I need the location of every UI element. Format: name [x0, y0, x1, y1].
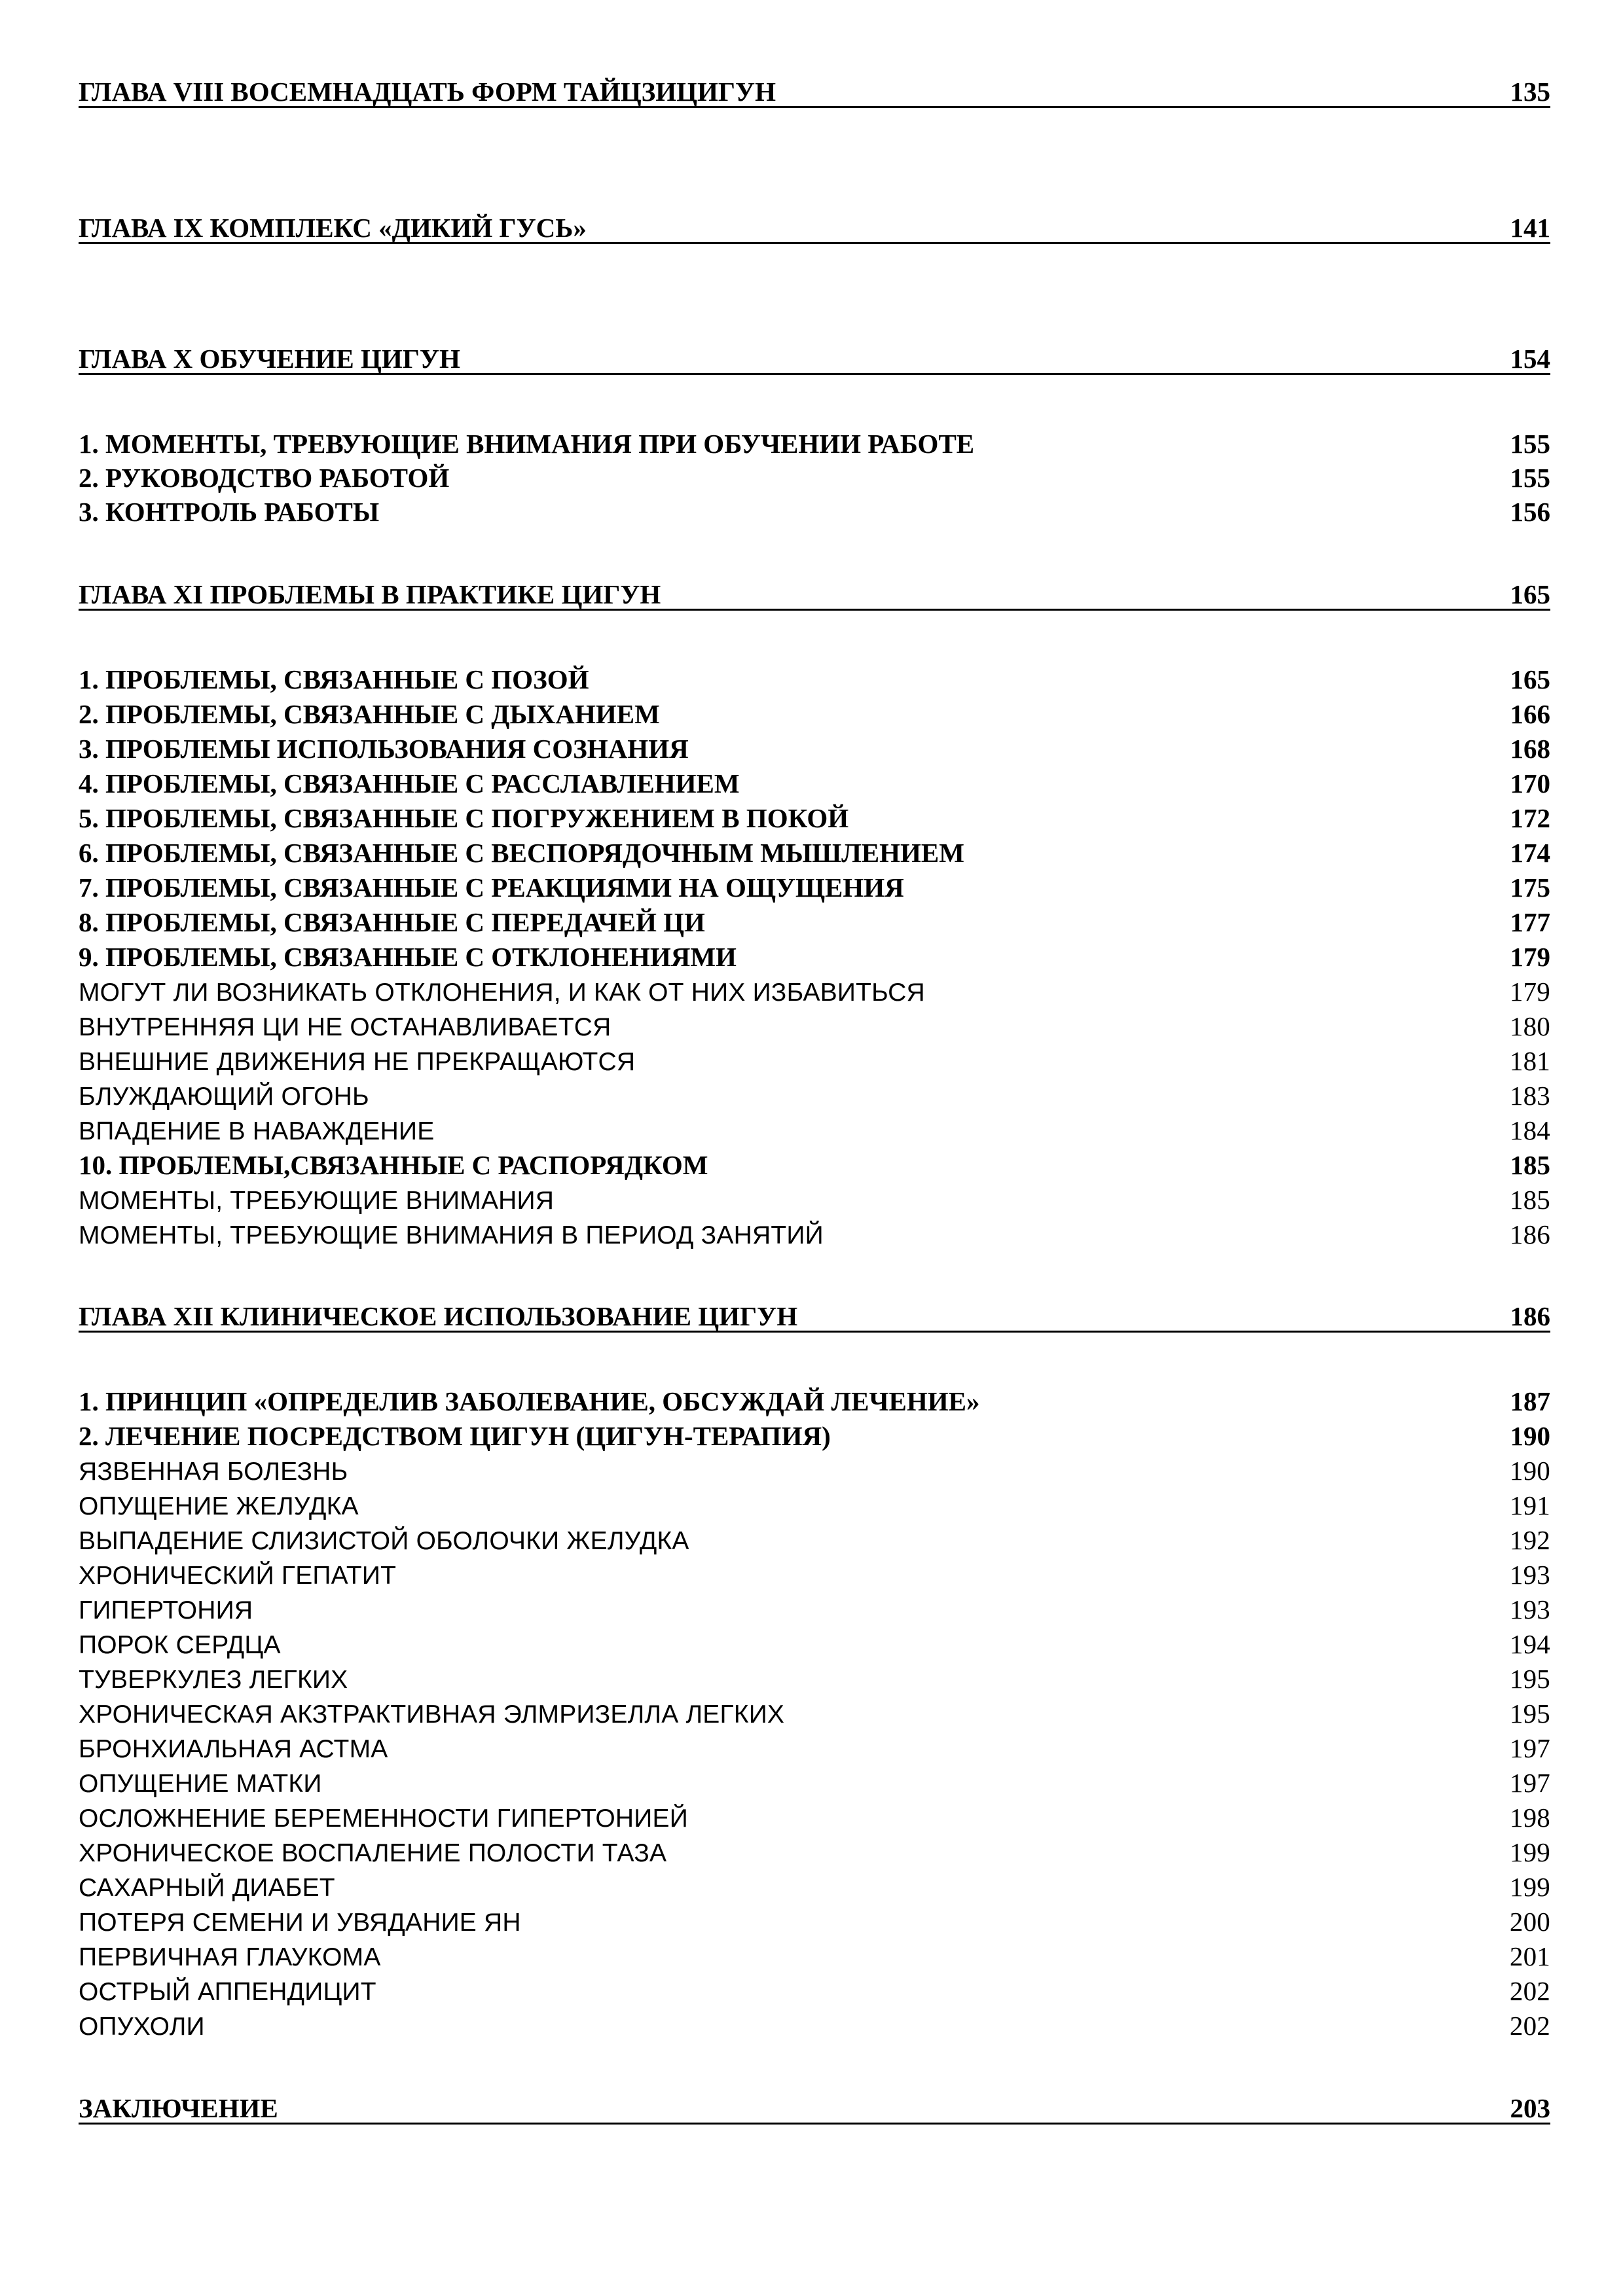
subsection-title: ОСТРЫЙ АППЕНДИЦИТ [79, 1978, 376, 2006]
section-title: 9. ПРОБЛЕМЫ, СВЯЗАННЫЕ С ОТКЛОНЕНИЯМИ [79, 942, 737, 972]
toc-section[interactable] [79, 1384, 1550, 1418]
toc-section[interactable] [79, 461, 1550, 495]
toc-subsection[interactable] [79, 1044, 1550, 1078]
chapter-page: 165 [1510, 579, 1550, 609]
section-page: 168 [1510, 734, 1550, 764]
toc-subsection[interactable] [79, 2009, 1550, 2043]
section-page: 187 [1510, 1386, 1550, 1416]
chapter-title: ГЛАВА X ОБУЧЕНИЕ ЦИГУН [79, 344, 460, 374]
subsection-page: 194 [1509, 1629, 1550, 1659]
section-title: 2. ПРОБЛЕМЫ, СВЯЗАННЫЕ С ДЫХАНИЕМ [79, 699, 660, 729]
subsection-page: 199 [1509, 1872, 1550, 1902]
subsection-title: ТУВЕРКУЛЕЗ ЛЕГКИХ [79, 1666, 348, 1694]
subsection-title: МОМЕНТЫ, ТРЕБУЮЩИЕ ВНИМАНИЯ В ПЕРИОД ЗАНЯТИЙ [79, 1221, 824, 1249]
subsection-title: ХРОНИЧЕСКИЙ ГЕПАТИТ [79, 1562, 397, 1590]
chapter-title: ГЛАВА XII КЛИНИЧЕСКОЕ ИСПОЛЬЗОВАНИЕ ЦИГУН [79, 1301, 798, 1331]
section-page: 172 [1510, 803, 1550, 833]
toc-subsection[interactable] [79, 1662, 1550, 1696]
section-title: 8. ПРОБЛЕМЫ, СВЯЗАННЫЕ С ПЕРЕДАЧЕЙ ЦИ [79, 907, 705, 937]
section-page: 170 [1510, 768, 1550, 798]
toc-subsection[interactable] [79, 1454, 1550, 1488]
section-title: 1. ПРИНЦИП «ОПРЕДЕЛИВ ЗАБОЛЕВАНИЕ, ОБСУЖДАЙ ЛЕЧЕНИЕ» [79, 1386, 980, 1416]
subsection-page: 191 [1509, 1490, 1550, 1520]
subsection-title: ХРОНИЧЕСКОЕ ВОСПАЛЕНИЕ ПОЛОСТИ ТАЗА [79, 1839, 667, 1867]
toc-subsection[interactable] [79, 1592, 1550, 1626]
section-page: 190 [1510, 1421, 1550, 1451]
subsection-page: 197 [1509, 1768, 1550, 1798]
toc-subsection[interactable] [79, 1766, 1550, 1800]
toc-subsection[interactable] [79, 1217, 1550, 1251]
subsection-page: 183 [1509, 1081, 1550, 1111]
subsection-title: ГИПЕРТОНИЯ [79, 1596, 253, 1624]
toc-section[interactable] [79, 766, 1550, 800]
subsection-title: ОПУХОЛИ [79, 2013, 205, 2041]
subsection-page: 202 [1509, 2011, 1550, 2041]
subsection-page: 179 [1509, 977, 1550, 1007]
subsection-page: 185 [1509, 1185, 1550, 1215]
toc-section[interactable] [79, 940, 1550, 974]
subsection-page: 192 [1509, 1525, 1550, 1555]
toc-subsection[interactable] [79, 1488, 1550, 1522]
chapter-title: ГЛАВА XI ПРОБЛЕМЫ В ПРАКТИКЕ ЦИГУН [79, 579, 661, 609]
subsection-page: 184 [1509, 1115, 1550, 1145]
toc-conclusion[interactable] [79, 2092, 1550, 2125]
section-page: 155 [1510, 429, 1550, 459]
toc-subsection[interactable] [79, 1696, 1550, 1731]
toc-section[interactable] [79, 1148, 1550, 1182]
subsection-page: 190 [1509, 1456, 1550, 1486]
subsection-page: 197 [1509, 1733, 1550, 1763]
subsection-title: БРОНХИАЛЬНАЯ АСТМА [79, 1735, 388, 1763]
subsection-title: ХРОНИЧЕСКАЯ АКЗТРАКТИВНАЯ ЭЛМРИЗЕЛЛА ЛЕГКИХ [79, 1700, 785, 1729]
subsection-page: 200 [1509, 1907, 1550, 1937]
section-title: 10. ПРОБЛЕМЫ,СВЯЗАННЫЕ С РАСПОРЯДКОМ [79, 1150, 708, 1180]
toc-section[interactable] [79, 905, 1550, 939]
toc-subsection[interactable] [79, 1974, 1550, 2008]
subsection-title: ОПУЩЕНИЕ МАТКИ [79, 1770, 322, 1798]
toc-section[interactable] [79, 427, 1550, 461]
subsection-page: 193 [1509, 1560, 1550, 1590]
subsection-title: ОСЛОЖНЕНИЕ БЕРЕМЕННОСТИ ГИПЕРТОНИЕЙ [79, 1804, 688, 1833]
subsection-page: 186 [1509, 1219, 1550, 1249]
toc-chapter-12[interactable] [79, 1300, 1550, 1333]
toc-subsection[interactable] [79, 1835, 1550, 1869]
toc-section[interactable] [79, 1419, 1550, 1453]
toc-subsection[interactable] [79, 1079, 1550, 1113]
chapter-title: ГЛАВА IX КОМПЛЕКС «ДИКИЙ ГУСЬ» [79, 213, 587, 243]
subsection-page: 193 [1509, 1594, 1550, 1624]
toc-section[interactable] [79, 801, 1550, 835]
toc-subsection[interactable] [79, 1627, 1550, 1661]
section-title: 1. ПРОБЛЕМЫ, СВЯЗАННЫЕ С ПОЗОЙ [79, 664, 589, 694]
toc-chapter-10[interactable] [79, 343, 1550, 375]
section-title: 5. ПРОБЛЕМЫ, СВЯЗАННЫЕ С ПОГРУЖЕНИЕМ В ПОКОЙ [79, 803, 849, 833]
toc-subsection[interactable] [79, 975, 1550, 1009]
subsection-page: 198 [1509, 1803, 1550, 1833]
subsection-page: 181 [1509, 1046, 1550, 1076]
chapter-page: 141 [1510, 213, 1550, 243]
subsection-page: 195 [1509, 1698, 1550, 1729]
subsection-title: ПЕРВИЧНАЯ ГЛАУКОМА [79, 1943, 381, 1971]
section-title: 4. ПРОБЛЕМЫ, СВЯЗАННЫЕ С РАССЛАВЛЕНИЕМ [79, 768, 740, 798]
subsection-title: ПОТЕРЯ СЕМЕНИ И УВЯДАНИЕ ЯН [79, 1909, 521, 1937]
subsection-page: 195 [1509, 1664, 1550, 1694]
subsection-page: 202 [1509, 1976, 1550, 2006]
section-page: 166 [1510, 699, 1550, 729]
toc-subsection[interactable] [79, 1731, 1550, 1765]
section-title: 7. ПРОБЛЕМЫ, СВЯЗАННЫЕ С РЕАКЦИЯМИ НА ОЩУЩЕНИЯ [79, 872, 904, 903]
chapter-page: 186 [1510, 1301, 1550, 1331]
table-of-contents [79, 0, 1550, 2296]
section-title: 2. ЛЕЧЕНИЕ ПОСРЕДСТВОМ ЦИГУН (ЦИГУН-ТЕРАПИЯ) [79, 1421, 831, 1451]
subsection-title: ВПАДЕНИЕ В НАВАЖДЕНИЕ [79, 1117, 435, 1145]
toc-chapter-9[interactable] [79, 212, 1550, 244]
subsection-title: ВЫПАДЕНИЕ СЛИЗИСТОЙ ОБОЛОЧКИ ЖЕЛУДКА [79, 1527, 689, 1555]
section-page: 177 [1510, 907, 1550, 937]
toc-section[interactable] [79, 662, 1550, 696]
toc-subsection[interactable] [79, 1113, 1550, 1147]
toc-chapter-8[interactable] [79, 76, 1550, 108]
subsection-title: МОМЕНТЫ, ТРЕБУЮЩИЕ ВНИМАНИЯ [79, 1187, 555, 1215]
chapter-page: 135 [1510, 77, 1550, 107]
toc-section[interactable] [79, 836, 1550, 870]
chapter-title: ЗАКЛЮЧЕНИЕ [79, 2093, 278, 2123]
toc-subsection[interactable] [79, 1905, 1550, 1939]
subsection-title: ЯЗВЕННАЯ БОЛЕЗНЬ [79, 1458, 348, 1486]
section-title: 1. МОМЕНТЫ, ТРЕВУЮЩИЕ ВНИМАНИЯ ПРИ ОБУЧЕНИИ РАБОТЕ [79, 429, 975, 459]
toc-subsection[interactable] [79, 1939, 1550, 1973]
section-page: 185 [1510, 1150, 1550, 1180]
toc-section[interactable] [79, 732, 1550, 766]
subsection-page: 199 [1509, 1837, 1550, 1867]
section-page: 175 [1510, 872, 1550, 903]
chapter-page: 203 [1510, 2093, 1550, 2123]
subsection-title: САХАРНЫЙ ДИАБЕТ [79, 1874, 335, 1902]
toc-subsection[interactable] [79, 1558, 1550, 1592]
section-page: 156 [1510, 497, 1550, 527]
toc-section[interactable] [79, 697, 1550, 731]
toc-section[interactable] [79, 495, 1550, 529]
subsection-page: 180 [1509, 1011, 1550, 1041]
toc-section[interactable] [79, 870, 1550, 905]
section-title: 3. ПРОБЛЕМЫ ИСПОЛЬЗОВАНИЯ СОЗНАНИЯ [79, 734, 689, 764]
chapter-title: ГЛАВА VIII ВОСЕМНАДЦАТЬ ФОРМ ТАЙЦЗИЦИГУН [79, 77, 776, 107]
toc-chapter-11[interactable] [79, 579, 1550, 611]
toc-subsection[interactable] [79, 1870, 1550, 1904]
section-page: 165 [1510, 664, 1550, 694]
subsection-title: ПОРОК СЕРДЦА [79, 1631, 281, 1659]
subsection-title: МОГУТ ЛИ ВОЗНИКАТЬ ОТКЛОНЕНИЯ, И КАК ОТ НИХ ИЗБАВИТЬСЯ [79, 978, 925, 1007]
subsection-page: 201 [1509, 1941, 1550, 1971]
subsection-title: ВНУТРЕННЯЯ ЦИ НЕ ОСТАНАВЛИВАЕТСЯ [79, 1013, 611, 1041]
toc-subsection[interactable] [79, 1523, 1550, 1557]
toc-subsection[interactable] [79, 1009, 1550, 1043]
section-title: 3. КОНТРОЛЬ РАБОТЫ [79, 497, 380, 527]
subsection-title: БЛУЖДАЮЩИЙ ОГОНЬ [79, 1083, 369, 1111]
subsection-title: ВНЕШНИЕ ДВИЖЕНИЯ НЕ ПРЕКРАЩАЮТСЯ [79, 1048, 636, 1076]
section-title: 2. РУКОВОДСТВО РАБОТОЙ [79, 463, 450, 493]
toc-subsection[interactable] [79, 1183, 1550, 1217]
toc-subsection[interactable] [79, 1801, 1550, 1835]
chapter-page: 154 [1510, 344, 1550, 374]
subsection-title: ОПУЩЕНИЕ ЖЕЛУДКА [79, 1492, 359, 1520]
section-page: 174 [1510, 838, 1550, 868]
section-page: 155 [1510, 463, 1550, 493]
section-title: 6. ПРОБЛЕМЫ, СВЯЗАННЫЕ С ВЕСПОРЯДОЧНЫМ МЫШЛЕНИЕМ [79, 838, 964, 868]
section-page: 179 [1510, 942, 1550, 972]
